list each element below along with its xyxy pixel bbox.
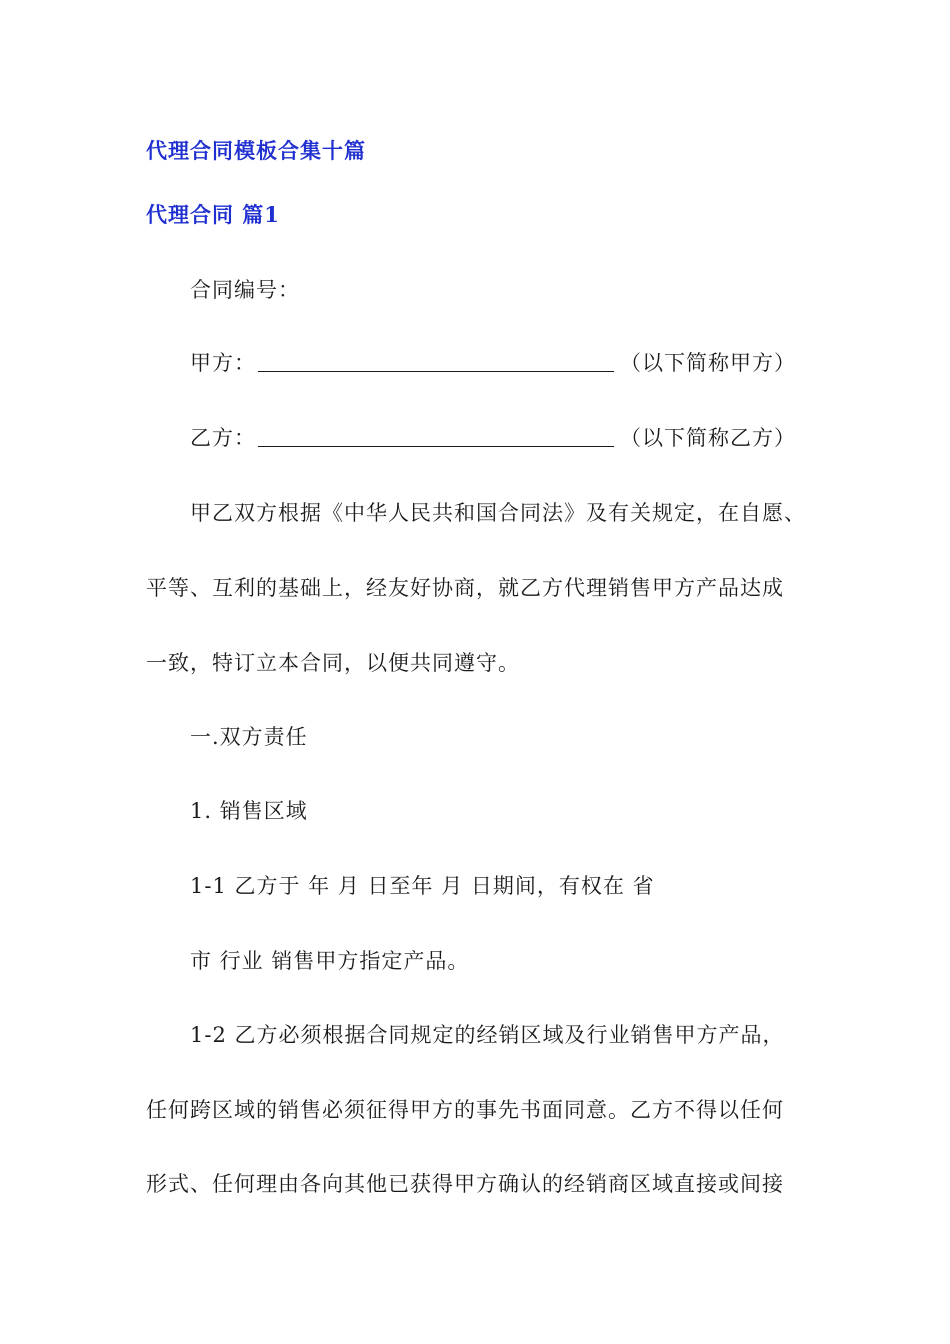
clause-1-2-line-1: 1-2 乙方必须根据合同规定的经销区域及行业销售甲方产品， xyxy=(190,1023,785,1047)
party-a-line xyxy=(190,349,796,377)
intro-line-3: 一致，特订立本合同，以便共同遵守。 xyxy=(146,651,520,675)
clause-1-2-line-2: 任何跨区域的销售必须征得甲方的事先书面同意。乙方不得以任何 xyxy=(146,1098,784,1122)
intro-line-1: 甲乙双方根据《中华人民共和国合同法》及有关规定，在自愿、 xyxy=(190,501,806,525)
section-title: 代理合同 篇1 xyxy=(146,202,280,227)
party-b-blank[interactable] xyxy=(258,424,614,447)
clause-1-2-line-3: 形式、任何理由各向其他已获得甲方确认的经销商区域直接或间接 xyxy=(146,1172,784,1196)
intro-line-2: 平等、互利的基础上，经友好协商，就乙方代理销售甲方产品达成 xyxy=(146,576,784,600)
document-title: 代理合同模板合集十篇 xyxy=(146,138,366,163)
party-b-line xyxy=(190,424,796,452)
contract-number-label: 合同编号： xyxy=(190,278,300,302)
clause-1-1-line-1: 1-1 乙方于 年 月 日至年 月 日期间，有权在 省 xyxy=(190,874,655,898)
sub-heading: 1. 销售区域 xyxy=(190,799,308,823)
party-a-label: 甲方： xyxy=(190,351,256,375)
clause-heading: 一.双方责任 xyxy=(190,725,308,749)
party-a-blank[interactable] xyxy=(258,349,614,372)
clause-1-1-line-2: 市 行业 销售甲方指定产品。 xyxy=(190,949,470,973)
party-a-suffix: （以下简称甲方） xyxy=(620,351,796,375)
party-b-suffix: （以下简称乙方） xyxy=(620,426,796,450)
party-b-label: 乙方： xyxy=(190,426,256,450)
